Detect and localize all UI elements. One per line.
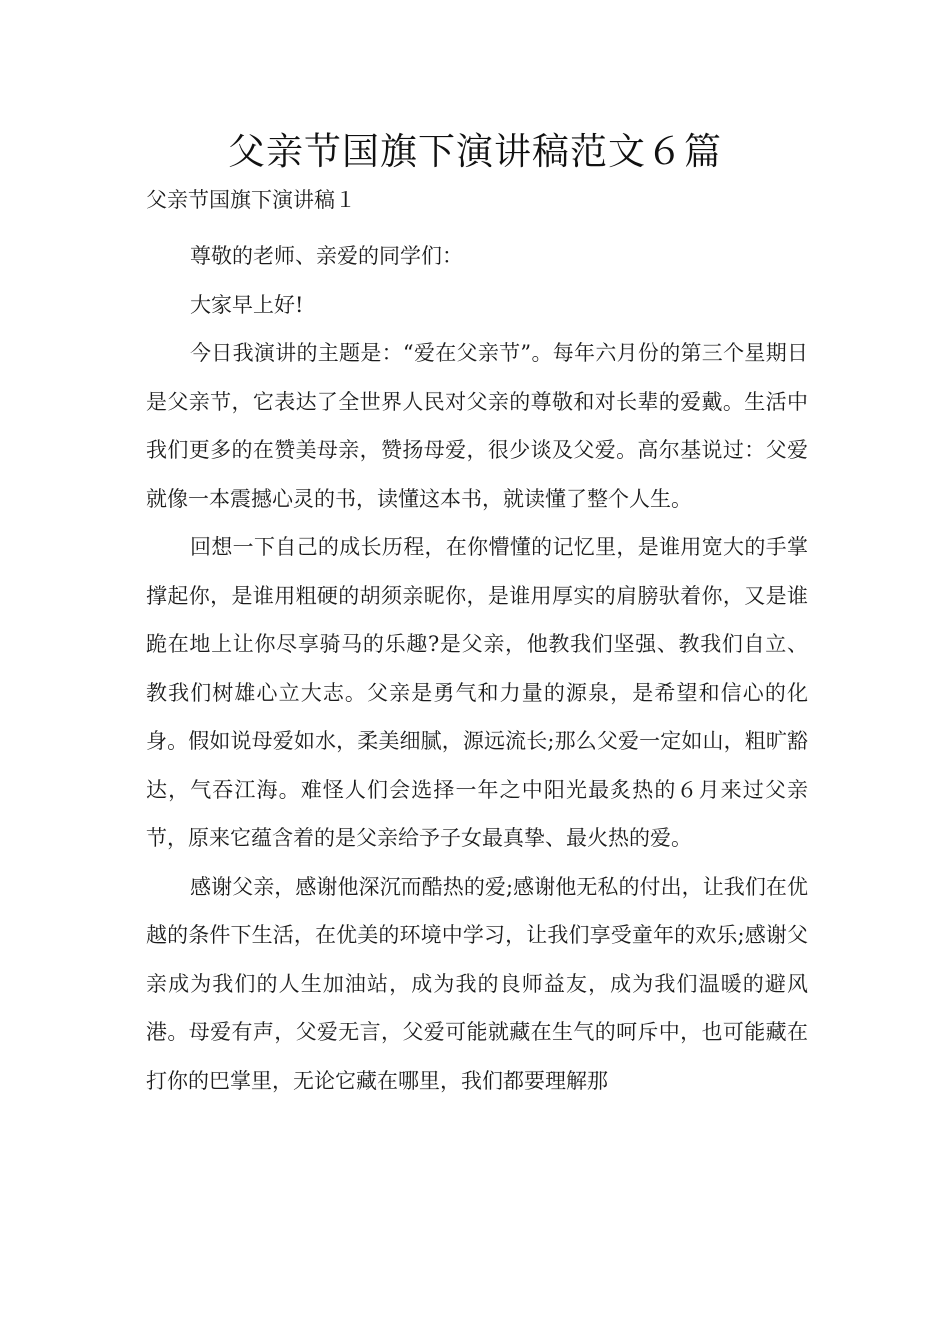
paragraph-salutation: 大家早上好! [190, 292, 304, 317]
section-heading: 父亲节国旗下演讲稿１ [146, 188, 356, 212]
paragraph-greeting: 尊敬的老师、亲爱的同学们： [190, 244, 463, 268]
paragraph-theme: 今日我演讲的主题是：“爱在父亲节”。每年六月份的第三个星期日是父亲节，它表达了全世界人民对父亲的尊敬和对长辈的爱戴。生活中我们更多的在赞美母亲，赞扬母爱，很少谈及父爱。高尔基说过：父爱就像一本震撼心灵的书，读懂这本书，就读懂了整个人生。 [146, 341, 808, 511]
document-body [146, 232, 808, 1105]
paragraph-gratitude: 感谢父亲，感谢他深沉而酷热的爱;感谢他无私的付出，让我们在优越的条件下生活，在优美的环境中学习，让我们享受童年的欢乐;感谢父亲成为我们的人生加油站，成为我的良师益友，成为我们温暖的避风港。母爱有声，父爱无言，父爱可能就藏在生气的呵斥中，也可能藏在打你的巴掌里，无论它藏在哪里，我们都要理解那 [146, 874, 808, 1093]
paragraph-memories: 回想一下自己的成长历程，在你懵懂的记忆里，是谁用宽大的手掌撑起你，是谁用粗硬的胡须亲昵你，是谁用厚实的肩膀驮着你，又是谁跪在地上让你尽享骑马的乐趣?是父亲，他教我们坚强、教我们自立、教我们树雄心立大志。父亲是勇气和力量的源泉，是希望和信心的化身。假如说母爱如水，柔美细腻，源远流长;那么父爱一定如山，粗旷豁达，气吞江海。难怪人们会选择一年之中阳光最炙热的６月来过父亲节，原来它蕴含着的是父亲给予子女最真挚、最火热的爱。 [146, 535, 808, 850]
document-title: 父亲节国旗下演讲稿范文６篇 [228, 130, 722, 173]
